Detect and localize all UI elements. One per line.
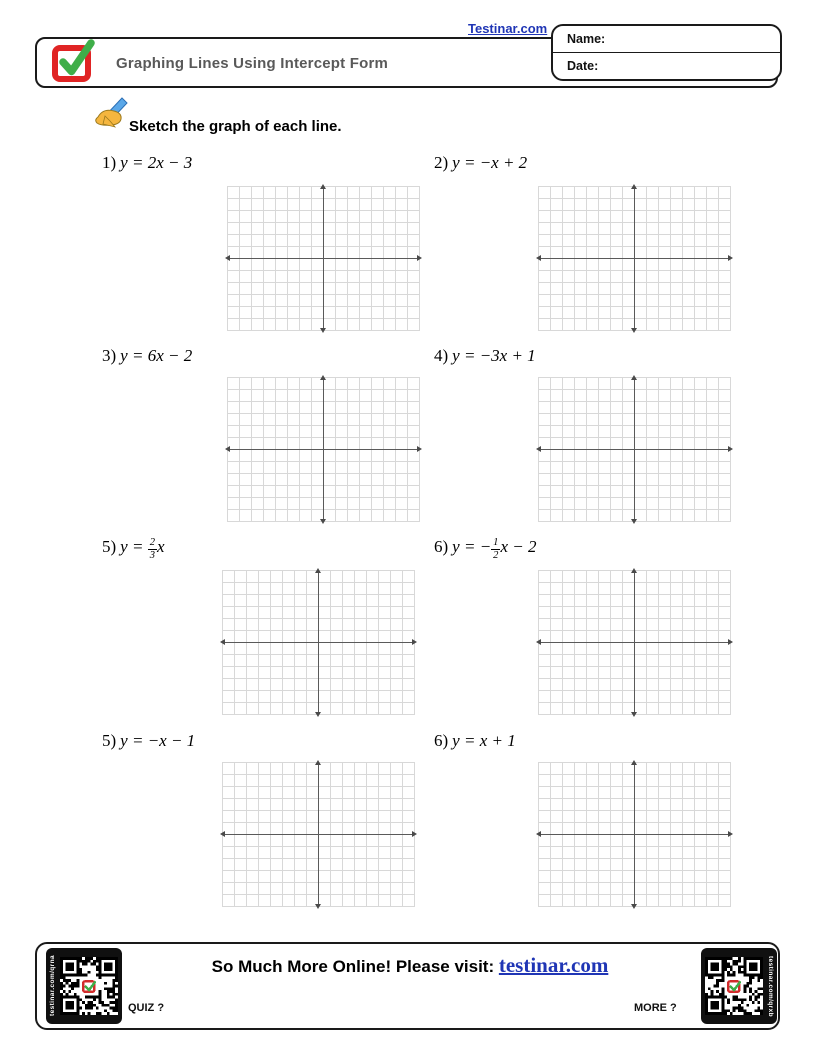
y-axis (634, 570, 635, 715)
footer-message-text: So Much More Online! Please visit: (211, 957, 499, 976)
problem-number: 6) (434, 537, 449, 557)
problem-number: 5) (102, 537, 117, 557)
name-date-box (551, 24, 782, 81)
y-axis (323, 377, 324, 522)
y-axis (318, 570, 319, 715)
equation: y = 6x − 2 (120, 346, 193, 365)
checkbox-logo-icon (50, 38, 98, 84)
qr-code-icon (705, 957, 763, 1015)
problem-number: 5) (102, 731, 117, 750)
problem-number: 4) (434, 346, 449, 365)
y-axis (634, 377, 635, 522)
y-axis (318, 762, 319, 907)
fraction: $\frac{2}{3}$ (149, 537, 155, 561)
equation: y = −x + 2 (452, 153, 528, 172)
equation: y = x + 1 (452, 731, 516, 750)
problem-1 (102, 153, 192, 173)
footer-message (130, 953, 690, 978)
qr-left-caption: testinar.com/qrna (49, 955, 56, 1017)
graph-grid-5[interactable] (222, 570, 415, 715)
testinar-footer-link[interactable]: testinar.com (498, 953, 609, 977)
qr-code-icon (60, 957, 118, 1015)
problem-4 (434, 346, 536, 366)
equation: y = 2x − 3 (120, 153, 193, 172)
graph-grid-1[interactable] (227, 186, 420, 331)
equation: y = −3x + 1 (452, 346, 536, 365)
equation: y = −x − 1 (120, 731, 196, 750)
graph-grid-8[interactable] (538, 762, 731, 907)
graph-grid-6[interactable] (538, 570, 731, 715)
equation: y = $\frac{2}{3}$ x (120, 537, 165, 561)
more-label: MORE ? (634, 1002, 677, 1014)
problem-7 (102, 731, 195, 751)
problem-8 (434, 731, 516, 751)
qr-frame-right (701, 948, 777, 1024)
problem-3 (102, 346, 192, 366)
qr-right-caption: testinar.com/qrxb (767, 955, 774, 1017)
problem-number: 3) (102, 346, 117, 365)
problem-number: 1) (102, 153, 117, 172)
problem-number: 6) (434, 731, 449, 750)
equation: y = − $\frac{1}{2}$ x − 2 (452, 537, 537, 561)
problem-number: 2) (434, 153, 449, 172)
y-axis (634, 762, 635, 907)
instruction-text: Sketch the graph of each line. (129, 118, 342, 135)
fraction: $\frac{1}{2}$ (493, 537, 499, 561)
page-title: Graphing Lines Using Intercept Form (116, 55, 389, 72)
problem-5 (102, 537, 165, 561)
testinar-link[interactable]: Testinar.com (468, 21, 548, 36)
name-field[interactable]: Name: (567, 32, 606, 46)
y-axis (634, 186, 635, 331)
graph-grid-2[interactable] (538, 186, 731, 331)
graph-grid-4[interactable] (538, 377, 731, 522)
y-axis (323, 186, 324, 331)
problem-6 (434, 537, 536, 561)
quiz-label: QUIZ ? (128, 1002, 165, 1014)
problem-2 (434, 153, 527, 173)
date-field[interactable]: Date: (567, 59, 599, 73)
graph-grid-7[interactable] (222, 762, 415, 907)
graph-grid-3[interactable] (227, 377, 420, 522)
qr-frame-left (46, 948, 122, 1024)
